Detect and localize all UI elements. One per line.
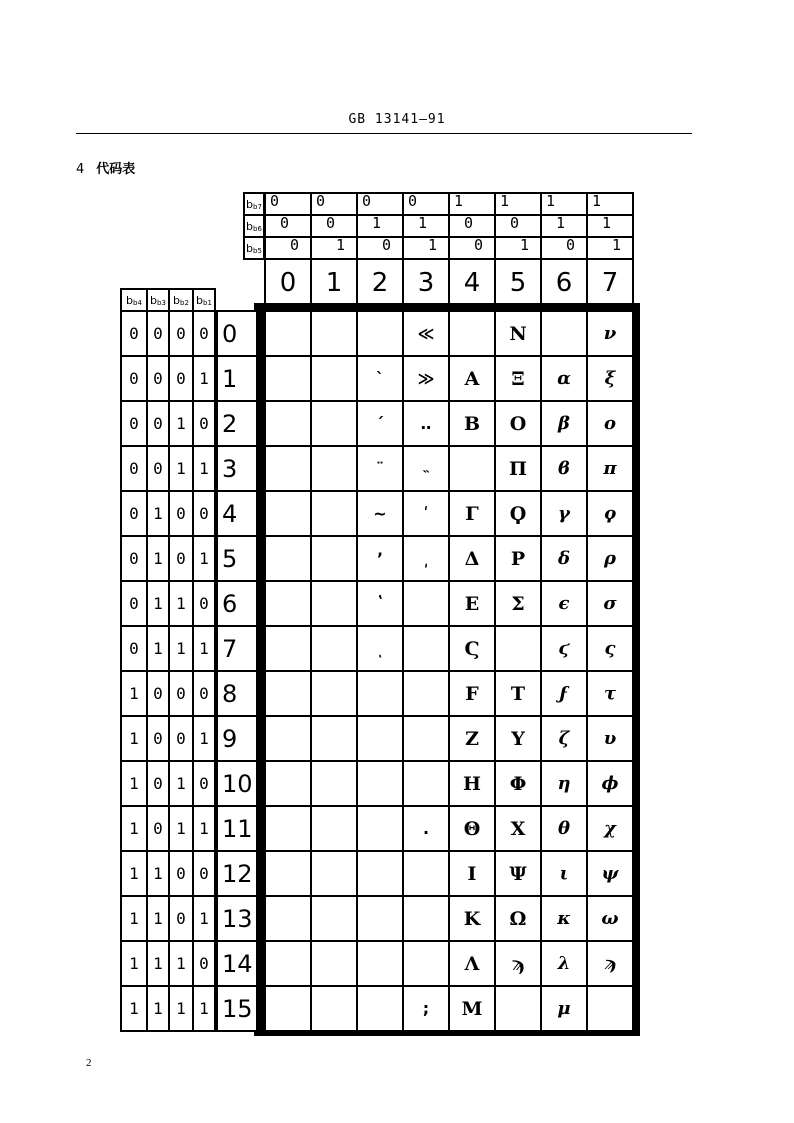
code-cell-12-4: I <box>448 850 496 897</box>
code-cell-10-2 <box>356 760 404 807</box>
row-bit-4-1: 1 <box>146 490 170 537</box>
code-cell-7-0 <box>264 625 312 672</box>
code-cell-10-1 <box>310 760 358 807</box>
bit-letter: b <box>173 293 181 307</box>
code-cell-11-3: . <box>402 805 450 852</box>
code-cell-14-7: ϡ <box>586 940 634 987</box>
code-cell-11-1 <box>310 805 358 852</box>
code-cell-11-7: χ <box>586 805 634 852</box>
code-cell-13-3 <box>402 895 450 942</box>
code-cell-3-5: Π <box>494 445 542 492</box>
row-number-1: 1 <box>216 355 258 402</box>
row-bit-13-1: 1 <box>146 895 170 942</box>
row-bit-5-0: 0 <box>120 535 148 582</box>
row-bit-15-0: 1 <box>120 985 148 1032</box>
row-bit-7-1: 1 <box>146 625 170 672</box>
row-bit-11-0: 1 <box>120 805 148 852</box>
code-cell-2-1 <box>310 400 358 447</box>
code-cell-13-6: κ <box>540 895 588 942</box>
code-cell-1-4: A <box>448 355 496 402</box>
row-bit-13-0: 1 <box>120 895 148 942</box>
code-cell-6-5: Σ <box>494 580 542 627</box>
code-cell-0-2 <box>356 310 404 357</box>
row-bit-14-2: 1 <box>168 940 194 987</box>
code-cell-12-6: ι <box>540 850 588 897</box>
code-cell-4-1 <box>310 490 358 537</box>
column-bit-b7-4: 1 <box>448 192 496 216</box>
column-bit-b7-0: 0 <box>264 192 312 216</box>
bit-label-b3 <box>146 288 170 312</box>
code-cell-5-4: Δ <box>448 535 496 582</box>
row-bit-8-1: 0 <box>146 670 170 717</box>
code-cell-3-1 <box>310 445 358 492</box>
row-number-2: 2 <box>216 400 258 447</box>
column-number-1: 1 <box>310 258 358 308</box>
code-cell-0-3: ≪ <box>402 310 450 357</box>
code-cell-2-3: ‥ <box>402 400 450 447</box>
code-cell-0-7: ν <box>586 310 634 357</box>
code-cell-4-6: γ <box>540 490 588 537</box>
bit-letter: b <box>246 197 254 211</box>
code-cell-7-6: ϛ <box>540 625 588 672</box>
code-cell-10-7: ϕ <box>586 760 634 807</box>
column-bit-b6-7: 1 <box>586 214 634 238</box>
code-cell-11-2 <box>356 805 404 852</box>
row-number-10: 10 <box>216 760 258 807</box>
row-bit-10-0: 1 <box>120 760 148 807</box>
row-bit-14-1: 1 <box>146 940 170 987</box>
column-number-0: 0 <box>264 258 312 308</box>
column-bit-b5-1: 1 <box>310 236 358 260</box>
row-number-4: 4 <box>216 490 258 537</box>
row-bit-1-3: 1 <box>192 355 216 402</box>
code-cell-10-0 <box>264 760 312 807</box>
code-cell-11-5: X <box>494 805 542 852</box>
code-cell-13-0 <box>264 895 312 942</box>
bit-label-b7 <box>243 192 265 216</box>
section-heading <box>76 158 135 177</box>
code-cell-0-4 <box>448 310 496 357</box>
code-cell-4-0 <box>264 490 312 537</box>
code-cell-14-4: Λ <box>448 940 496 987</box>
code-cell-9-1 <box>310 715 358 762</box>
row-bit-0-1: 0 <box>146 310 170 357</box>
row-bit-6-1: 1 <box>146 580 170 627</box>
code-cell-8-6: ϝ <box>540 670 588 717</box>
row-bit-3-3: 1 <box>192 445 216 492</box>
row-bit-7-3: 1 <box>192 625 216 672</box>
code-cell-10-4: H <box>448 760 496 807</box>
code-cell-9-3 <box>402 715 450 762</box>
column-number-4: 4 <box>448 258 496 308</box>
column-bit-b7-7: 1 <box>586 192 634 216</box>
code-cell-8-1 <box>310 670 358 717</box>
column-bit-b6-5: 0 <box>494 214 542 238</box>
code-cell-5-3: ͵ <box>402 535 450 582</box>
code-cell-6-0 <box>264 580 312 627</box>
column-bit-b7-2: 0 <box>356 192 404 216</box>
column-bit-b5-7: 1 <box>586 236 634 260</box>
code-cell-1-0 <box>264 355 312 402</box>
row-bit-7-2: 1 <box>168 625 194 672</box>
row-bit-9-0: 1 <box>120 715 148 762</box>
bit-index: b3 <box>157 299 166 307</box>
row-bit-5-2: 0 <box>168 535 194 582</box>
code-cell-5-1 <box>310 535 358 582</box>
row-bit-4-3: 0 <box>192 490 216 537</box>
column-bit-b5-0: 0 <box>264 236 312 260</box>
column-bit-b7-1: 0 <box>310 192 358 216</box>
code-cell-6-3 <box>402 580 450 627</box>
code-cell-10-5: Φ <box>494 760 542 807</box>
bit-index: b7 <box>253 203 262 211</box>
column-bit-b5-3: 1 <box>402 236 450 260</box>
code-cell-14-0 <box>264 940 312 987</box>
row-bit-15-2: 1 <box>168 985 194 1032</box>
column-bit-b6-3: 1 <box>402 214 450 238</box>
code-cell-5-6: δ <box>540 535 588 582</box>
code-cell-6-6: ϵ <box>540 580 588 627</box>
code-cell-15-2 <box>356 985 404 1032</box>
column-bit-b6-4: 0 <box>448 214 496 238</box>
row-bit-5-3: 1 <box>192 535 216 582</box>
page-number: 2 <box>86 1057 92 1069</box>
row-bit-3-2: 1 <box>168 445 194 492</box>
code-cell-12-2 <box>356 850 404 897</box>
code-cell-2-5: O <box>494 400 542 447</box>
code-cell-8-5: T <box>494 670 542 717</box>
code-cell-1-1 <box>310 355 358 402</box>
code-cell-0-0 <box>264 310 312 357</box>
code-cell-12-5: Ψ <box>494 850 542 897</box>
code-cell-8-4: F <box>448 670 496 717</box>
code-cell-9-5: Y <box>494 715 542 762</box>
code-cell-8-7: τ <box>586 670 634 717</box>
row-bit-1-1: 0 <box>146 355 170 402</box>
row-bit-11-2: 1 <box>168 805 194 852</box>
row-bit-1-2: 0 <box>168 355 194 402</box>
code-cell-2-4: B <box>448 400 496 447</box>
code-cell-2-6: β <box>540 400 588 447</box>
row-bit-5-1: 1 <box>146 535 170 582</box>
code-cell-2-7: o <box>586 400 634 447</box>
code-cell-13-2 <box>356 895 404 942</box>
code-cell-7-1 <box>310 625 358 672</box>
row-bit-4-2: 0 <box>168 490 194 537</box>
row-bit-9-2: 0 <box>168 715 194 762</box>
bit-index: b5 <box>253 247 262 255</box>
row-bit-12-2: 0 <box>168 850 194 897</box>
code-cell-12-3 <box>402 850 450 897</box>
code-cell-7-4: Ϛ <box>448 625 496 672</box>
row-number-8: 8 <box>216 670 258 717</box>
code-cell-14-1 <box>310 940 358 987</box>
code-cell-9-4: Z <box>448 715 496 762</box>
code-cell-9-7: υ <box>586 715 634 762</box>
bit-index: b6 <box>253 225 262 233</box>
code-cell-15-1 <box>310 985 358 1032</box>
row-bit-10-3: 0 <box>192 760 216 807</box>
code-cell-3-6: ϐ <box>540 445 588 492</box>
column-bit-b5-4: 0 <box>448 236 496 260</box>
row-number-15: 15 <box>216 985 258 1032</box>
column-bit-b6-1: 0 <box>310 214 358 238</box>
bit-letter: b <box>246 219 254 233</box>
column-number-5: 5 <box>494 258 542 308</box>
code-cell-8-2 <box>356 670 404 717</box>
code-cell-5-5: P <box>494 535 542 582</box>
code-cell-5-7: ρ <box>586 535 634 582</box>
code-cell-11-6: θ <box>540 805 588 852</box>
code-cell-0-1 <box>310 310 358 357</box>
code-cell-1-3: ≫ <box>402 355 450 402</box>
code-cell-12-0 <box>264 850 312 897</box>
row-number-14: 14 <box>216 940 258 987</box>
code-cell-4-3: ʹ <box>402 490 450 537</box>
code-cell-1-7: ξ <box>586 355 634 402</box>
row-bit-11-3: 1 <box>192 805 216 852</box>
code-cell-15-4: M <box>448 985 496 1032</box>
code-cell-10-3 <box>402 760 450 807</box>
row-bit-9-1: 0 <box>146 715 170 762</box>
row-bit-8-2: 0 <box>168 670 194 717</box>
row-bit-12-0: 1 <box>120 850 148 897</box>
row-number-9: 9 <box>216 715 258 762</box>
row-bit-6-3: 0 <box>192 580 216 627</box>
code-cell-6-7: σ <box>586 580 634 627</box>
bit-label-b6 <box>243 214 265 238</box>
row-bit-0-2: 0 <box>168 310 194 357</box>
code-cell-13-5: Ω <box>494 895 542 942</box>
code-cell-3-7: π <box>586 445 634 492</box>
column-bit-b5-6: 0 <box>540 236 588 260</box>
code-cell-7-3 <box>402 625 450 672</box>
row-bit-13-3: 1 <box>192 895 216 942</box>
code-cell-4-4: Γ <box>448 490 496 537</box>
code-cell-15-0 <box>264 985 312 1032</box>
section-number: 4 <box>76 162 85 177</box>
row-bit-2-0: 0 <box>120 400 148 447</box>
code-cell-11-0 <box>264 805 312 852</box>
row-bit-3-1: 0 <box>146 445 170 492</box>
code-cell-9-0 <box>264 715 312 762</box>
code-cell-3-0 <box>264 445 312 492</box>
code-cell-11-4: Θ <box>448 805 496 852</box>
column-number-6: 6 <box>540 258 588 308</box>
row-bit-10-1: 0 <box>146 760 170 807</box>
bit-index: b2 <box>180 299 189 307</box>
row-bit-6-0: 0 <box>120 580 148 627</box>
code-cell-8-0 <box>264 670 312 717</box>
row-bit-0-0: 0 <box>120 310 148 357</box>
column-bit-b7-3: 0 <box>402 192 450 216</box>
row-number-6: 6 <box>216 580 258 627</box>
code-cell-14-6: λ <box>540 940 588 987</box>
row-bit-2-1: 0 <box>146 400 170 447</box>
bit-label-b5 <box>243 236 265 260</box>
row-bit-15-3: 1 <box>192 985 216 1032</box>
code-cell-2-0 <box>264 400 312 447</box>
code-cell-12-1 <box>310 850 358 897</box>
code-cell-10-6: η <box>540 760 588 807</box>
code-cell-13-4: K <box>448 895 496 942</box>
code-cell-3-4 <box>448 445 496 492</box>
row-number-11: 11 <box>216 805 258 852</box>
bit-index: b4 <box>133 299 142 307</box>
code-cell-6-2: ʽ <box>356 580 404 627</box>
bit-letter: b <box>126 293 134 307</box>
code-cell-6-1 <box>310 580 358 627</box>
row-number-12: 12 <box>216 850 258 897</box>
row-bit-3-0: 0 <box>120 445 148 492</box>
code-cell-6-4: E <box>448 580 496 627</box>
code-cell-4-2: ~ <box>356 490 404 537</box>
code-cell-9-6: ζ <box>540 715 588 762</box>
code-cell-14-2 <box>356 940 404 987</box>
code-cell-1-2: ` <box>356 355 404 402</box>
code-cell-5-0 <box>264 535 312 582</box>
row-number-3: 3 <box>216 445 258 492</box>
code-cell-15-6: μ <box>540 985 588 1032</box>
column-bit-b6-6: 1 <box>540 214 588 238</box>
column-bit-b7-5: 1 <box>494 192 542 216</box>
code-cell-4-5: Ϙ <box>494 490 542 537</box>
code-cell-2-2: ´ <box>356 400 404 447</box>
code-cell-15-3: ; <box>402 985 450 1032</box>
row-bit-9-3: 1 <box>192 715 216 762</box>
code-cell-1-5: Ξ <box>494 355 542 402</box>
code-cell-15-7 <box>586 985 634 1032</box>
row-bit-10-2: 1 <box>168 760 194 807</box>
code-cell-3-2: ¨ <box>356 445 404 492</box>
code-cell-13-7: ω <box>586 895 634 942</box>
row-bit-7-0: 0 <box>120 625 148 672</box>
column-number-7: 7 <box>586 258 634 308</box>
row-bit-2-2: 1 <box>168 400 194 447</box>
section-title: 代码表 <box>96 162 136 177</box>
row-bit-13-2: 0 <box>168 895 194 942</box>
header-rule <box>76 133 692 134</box>
code-cell-14-3 <box>402 940 450 987</box>
row-bit-8-3: 0 <box>192 670 216 717</box>
bit-label-b4 <box>120 288 148 312</box>
row-bit-6-2: 1 <box>168 580 194 627</box>
row-number-13: 13 <box>216 895 258 942</box>
row-bit-11-1: 0 <box>146 805 170 852</box>
row-bit-2-3: 0 <box>192 400 216 447</box>
row-number-5: 5 <box>216 535 258 582</box>
column-bit-b5-2: 0 <box>356 236 404 260</box>
bit-letter: b <box>196 293 204 307</box>
code-cell-0-6 <box>540 310 588 357</box>
row-bit-14-0: 1 <box>120 940 148 987</box>
row-number-7: 7 <box>216 625 258 672</box>
row-bit-14-3: 0 <box>192 940 216 987</box>
bit-label-b1 <box>192 288 216 312</box>
code-cell-7-2: ͺ <box>356 625 404 672</box>
column-bit-b5-5: 1 <box>494 236 542 260</box>
row-bit-8-0: 1 <box>120 670 148 717</box>
row-bit-15-1: 1 <box>146 985 170 1032</box>
code-cell-4-7: ϙ <box>586 490 634 537</box>
bit-index: b1 <box>203 299 212 307</box>
code-cell-13-1 <box>310 895 358 942</box>
row-bit-12-3: 0 <box>192 850 216 897</box>
column-number-2: 2 <box>356 258 404 308</box>
row-bit-0-3: 0 <box>192 310 216 357</box>
row-number-0: 0 <box>216 310 258 357</box>
bit-label-b2 <box>168 288 194 312</box>
code-cell-9-2 <box>356 715 404 762</box>
column-bit-b6-2: 1 <box>356 214 404 238</box>
code-cell-12-7: ψ <box>586 850 634 897</box>
code-cell-8-3 <box>402 670 450 717</box>
column-number-3: 3 <box>402 258 450 308</box>
code-cell-5-2: ʼ <box>356 535 404 582</box>
page-header: GB 13141—91 <box>348 112 446 127</box>
code-cell-7-5 <box>494 625 542 672</box>
row-bit-1-0: 0 <box>120 355 148 402</box>
bit-letter: b <box>246 241 254 255</box>
row-bit-4-0: 0 <box>120 490 148 537</box>
code-cell-14-5: ϡ <box>494 940 542 987</box>
row-bit-12-1: 1 <box>146 850 170 897</box>
column-bit-b6-0: 0 <box>264 214 312 238</box>
code-cell-3-3: ˵ <box>402 445 450 492</box>
code-cell-0-5: N <box>494 310 542 357</box>
code-cell-15-5 <box>494 985 542 1032</box>
bit-letter: b <box>150 293 158 307</box>
column-bit-b7-6: 1 <box>540 192 588 216</box>
code-cell-7-7: ς <box>586 625 634 672</box>
code-cell-1-6: α <box>540 355 588 402</box>
